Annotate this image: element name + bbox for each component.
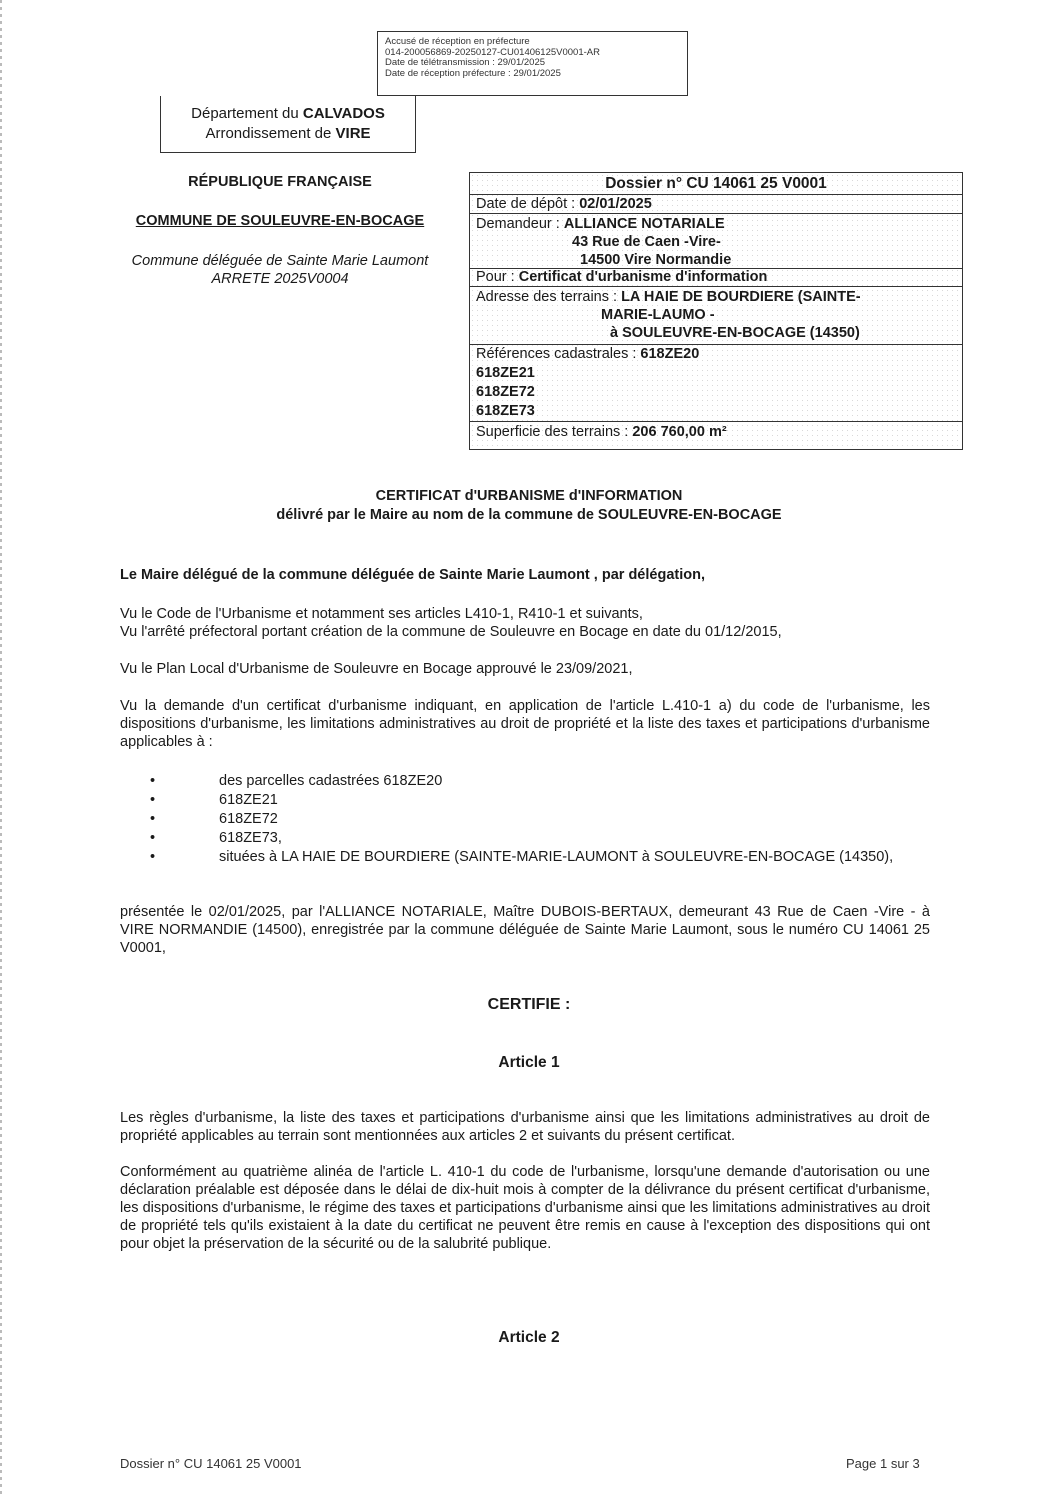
vu-plu: Vu le Plan Local d'Urbanisme de Souleuvre en Bocage approuvé le 23/09/2021, [120, 661, 633, 677]
land-address-row: Adresse des terrains : LA HAIE DE BOURDIERE (SAINTE- MARIE-LAUMO - à SOULEUVRE-EN-BOCAGE (14350) [470, 287, 962, 345]
dossier-info-box [469, 172, 963, 450]
scan-edge [0, 0, 2, 1497]
vu-demande: Vu la demande d'un certificat d'urbanisme indiquant, en application de l'article L.410-1 a) du code de l'urbanisme, les dispositions d'urbanisme, les limitations administratives au droit de propriété et la liste des taxes et participations d'urbanisme applicables à : [120, 698, 930, 750]
document-title: CERTIFICAT d'URBANISME d'INFORMATION délivré par le Maire au nom de la commune de SOULEUVRE-EN-BOCAGE [276, 488, 782, 523]
department-box [160, 96, 416, 153]
department-line: Département du CALVADOS [191, 105, 385, 122]
deposit-date-row: Date de dépôt : 02/01/2025 [470, 195, 962, 214]
list-item: • 618ZE73, [150, 830, 282, 846]
cadastral-refs-row: Références cadastrales : 618ZE20 618ZE21 618ZE72 618ZE73 [470, 345, 962, 422]
mayor-intro: Le Maire délégué de la commune déléguée de Sainte Marie Laumont , par délégation, [120, 567, 705, 583]
vu-code: Vu le Code de l'Urbanisme et notamment ses articles L410-1, R410-1 et suivants, [120, 606, 643, 622]
dossier-number: Dossier n° CU 14061 25 V0001 [470, 173, 962, 195]
article-1-title: Article 1 [498, 1054, 560, 1071]
arrondissement-line: Arrondissement de VIRE [205, 125, 371, 142]
page-number: Page 1 sur 3 [846, 1456, 920, 1471]
presentee-paragraph: présentée le 02/01/2025, par l'ALLIANCE NOTARIALE, Maître DUBOIS-BERTAUX, demeurant 43 Rue de Caen -Vire - à VIRE NORMANDIE (14500), enregistrée par la commune déléguée de Sainte Marie Laumont, sous le numéro CU 14061 25 V0001, [120, 904, 930, 956]
list-item: • des parcelles cadastrées 618ZE20 [150, 773, 443, 789]
article-1-paragraph-2: Conformément au quatrième alinéa de l'article L. 410-1 du code de l'urbanisme, lorsqu'une demande d'autorisation ou une déclaration préalable est déposée dans le délai de dix-huit mois à compter de la délivrance du présent certificat d'urbanisme, les dispositions d'urbanisme, le régime des taxes et participations d'urbanisme ainsi que les limitations administratives au droit de propriété tels qu'ils existaient à la date du certificat ne peuvent être remis en cause à l'exception des dispositions qui ont pour objet la préservation de la sécurité ou de la salubrité publique. [120, 1164, 930, 1252]
republique-heading: RÉPUBLIQUE FRANÇAISE [188, 174, 372, 190]
vu-arrete: Vu l'arrêté préfectoral portant création de la commune de Souleuvre en Bocage en date du 01/12/2015, [120, 624, 782, 640]
commune-heading: COMMUNE DE SOULEUVRE-EN-BOCAGE [135, 213, 425, 229]
stamp-line: Accusé de réception en préfecture [385, 36, 530, 47]
stamp-line: Date de télétransmission : 29/01/2025 [385, 57, 546, 68]
purpose-row: Pour : Certificat d'urbanisme d'information [470, 269, 962, 287]
arrete-number: ARRETE 2025V0004 [211, 271, 349, 287]
list-item: • situées à LA HAIE DE BOURDIERE (SAINTE-MARIE-LAUMONT à SOULEUVRE-EN-BOCAGE (14350), [150, 849, 894, 865]
certifie-heading: CERTIFIE : [487, 996, 571, 1013]
list-item: • 618ZE21 [150, 792, 278, 808]
stamp-line: Date de réception préfecture : 29/01/2025 [385, 67, 561, 79]
article-1-paragraph-1: Les règles d'urbanisme, la liste des taxes et participations d'urbanisme ainsi que les limitations administratives au droit de propriété applicables au terrain sont mentionnées aux articles 2 et suivants du présent certificat. [120, 1110, 930, 1144]
prefecture-receipt-stamp [377, 31, 688, 96]
list-item: • 618ZE72 [150, 811, 278, 827]
parcel-list [150, 772, 930, 867]
footer-dossier-number: Dossier n° CU 14061 25 V0001 [120, 1456, 302, 1471]
delegated-commune: Commune déléguée de Sainte Marie Laumont ARRETE 2025V0004 [110, 252, 450, 288]
stamp-line: 014-200056869-20250127-CU01406125V0001-AR [385, 46, 600, 58]
land-area-row: Superficie des terrains : 206 760,00 m² [476, 424, 727, 440]
applicant-row: Demandeur : ALLIANCE NOTARIALE 43 Rue de Caen -Vire- 14500 Vire Normandie [470, 214, 962, 269]
article-2-title: Article 2 [498, 1329, 560, 1346]
